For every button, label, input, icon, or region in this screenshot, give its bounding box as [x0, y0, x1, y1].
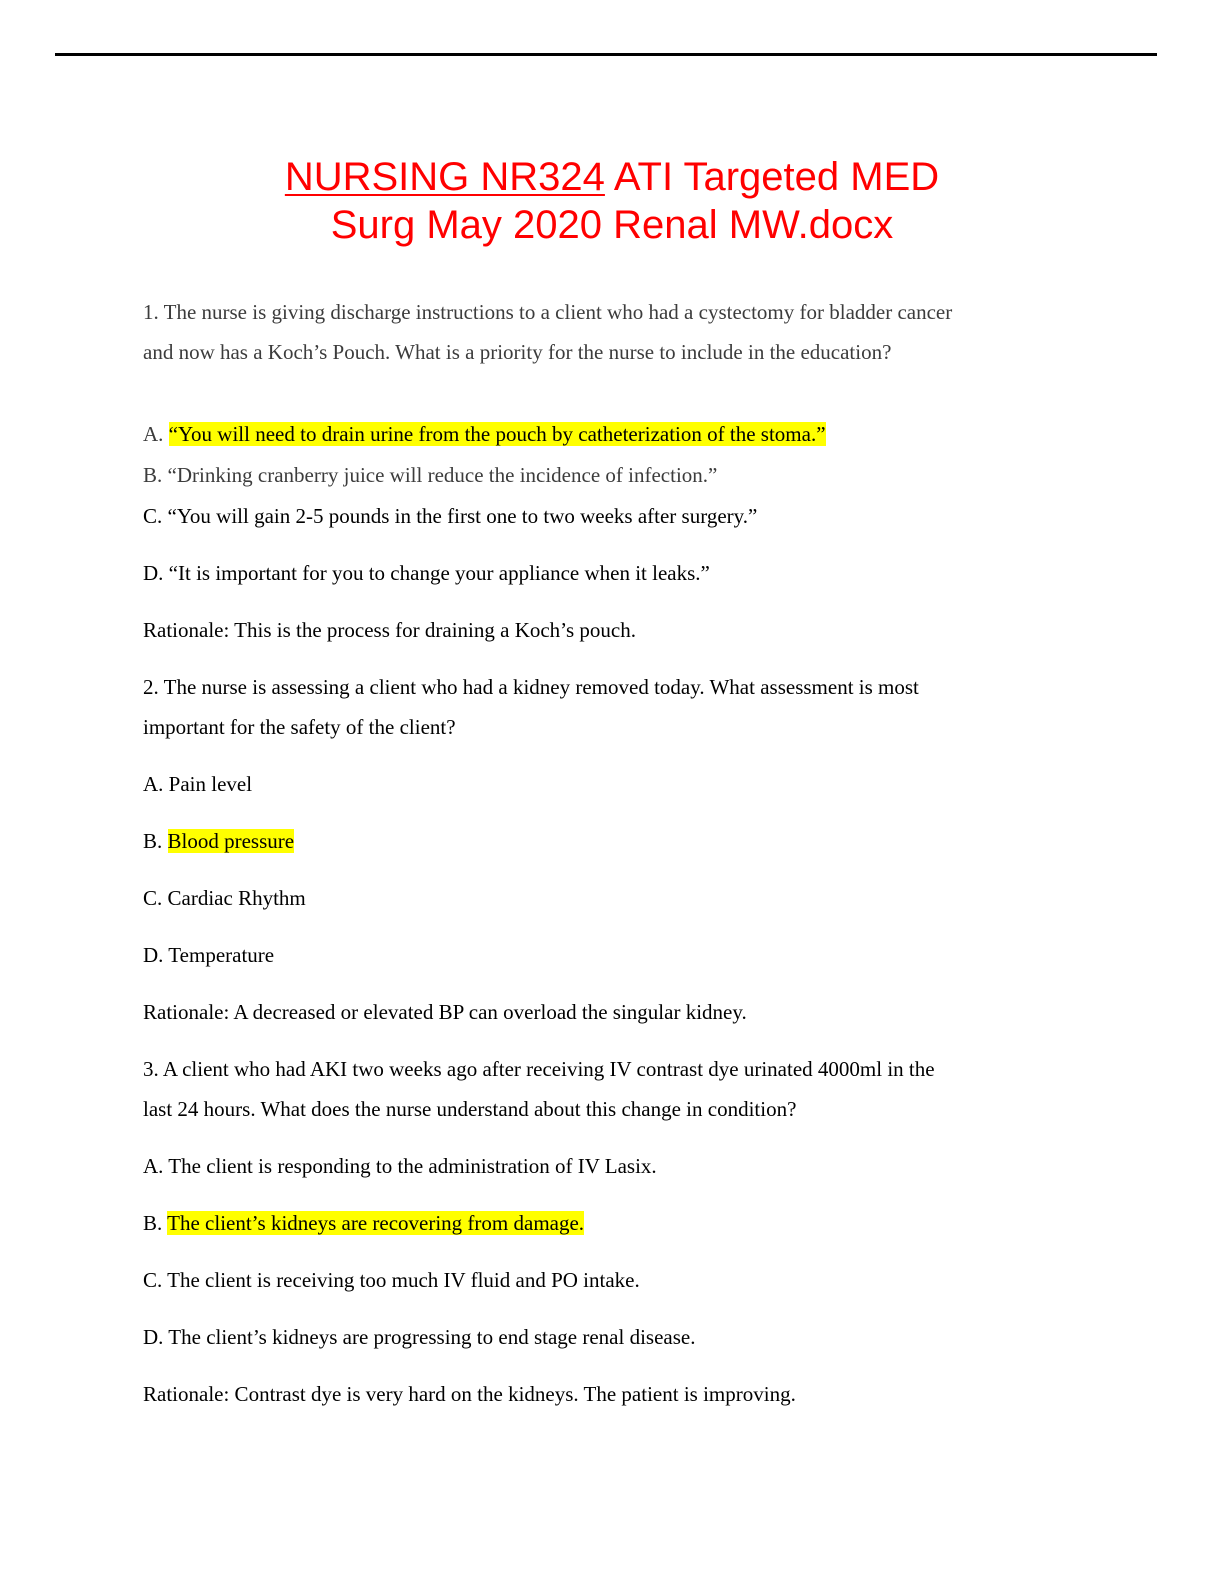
option-letter: B. — [143, 1211, 168, 1235]
question-2-stem-line-1: 2. The nurse is assessing a client who had a kidney removed today. What assessment is most — [143, 675, 919, 699]
option-letter: D. — [143, 561, 169, 585]
question-3-option-c — [143, 1267, 640, 1293]
option-text: The client is receiving too much IV fluid and PO intake. — [167, 1268, 640, 1292]
title-link[interactable]: NURSING NR324 — [284, 155, 605, 199]
question-3-option-b — [143, 1210, 584, 1236]
option-letter: D. — [143, 1325, 169, 1349]
option-letter: C. — [143, 504, 168, 528]
question-2-option-c — [143, 885, 306, 911]
option-letter: A. — [143, 422, 169, 446]
title-line-1-rest: ATI Targeted MED — [604, 155, 940, 199]
question-2-option-b — [143, 828, 294, 854]
option-text: Cardiac Rhythm — [167, 886, 306, 910]
question-3-option-a — [143, 1153, 657, 1179]
option-letter: A. — [143, 772, 169, 796]
header-rule — [55, 53, 1157, 56]
option-text: “You will gain 2-5 pounds in the first one to two weeks after surgery.” — [167, 504, 758, 528]
question-1-option-b — [143, 462, 717, 488]
option-letter: D. — [143, 943, 169, 967]
question-1-stem-line-1: 1. The nurse is giving discharge instructions to a client who had a cystectomy for bladder cancer — [143, 300, 953, 324]
question-3-stem-line-1: 3. A client who had AKI two weeks ago after receiving IV contrast dye urinated 4000ml in the — [143, 1057, 935, 1081]
option-letter: B. — [143, 829, 168, 853]
question-2-rationale: Rationale: A decreased or elevated BP can overload the singular kidney. — [143, 1000, 747, 1024]
title-line-1 — [0, 153, 1224, 201]
option-letter: B. — [143, 463, 168, 487]
option-text: “Drinking cranberry juice will reduce the incidence of infection.” — [167, 463, 718, 487]
question-1-option-d — [143, 560, 710, 586]
option-letter: C. — [143, 886, 168, 910]
question-3-option-d — [143, 1324, 695, 1350]
question-3-rationale: Rationale: Contrast dye is very hard on the kidneys. The patient is improving. — [143, 1382, 796, 1406]
document-title — [0, 153, 1224, 249]
question-3-stem-line-2: last 24 hours. What does the nurse understand about this change in condition? — [143, 1097, 797, 1121]
option-text-highlighted: “You will need to drain urine from the pouch by catheterization of the stoma.” — [168, 422, 826, 446]
title-line-2: Surg May 2020 Renal MW.docx — [330, 203, 894, 247]
option-letter: C. — [143, 1268, 168, 1292]
question-2-stem-line-2: important for the safety of the client? — [143, 715, 456, 739]
question-1-stem-line-2: and now has a Koch’s Pouch. What is a priority for the nurse to include in the education? — [143, 340, 892, 364]
option-text: Temperature — [168, 943, 275, 967]
question-2-option-a — [143, 771, 252, 797]
option-text-highlighted: The client’s kidneys are recovering from damage. — [167, 1211, 585, 1235]
option-text-highlighted: Blood pressure — [167, 829, 295, 853]
option-text: The client’s kidneys are progressing to end stage renal disease. — [168, 1325, 696, 1349]
question-2-option-d — [143, 942, 274, 968]
option-text: “It is important for you to change your appliance when it leaks.” — [168, 561, 710, 585]
question-1-option-c — [143, 503, 757, 529]
option-letter: A. — [143, 1154, 169, 1178]
question-1-rationale: Rationale: This is the process for draining a Koch’s pouch. — [143, 618, 637, 642]
question-1-option-a — [143, 421, 826, 447]
option-text: Pain level — [168, 772, 253, 796]
option-text: The client is responding to the administration of IV Lasix. — [168, 1154, 657, 1178]
